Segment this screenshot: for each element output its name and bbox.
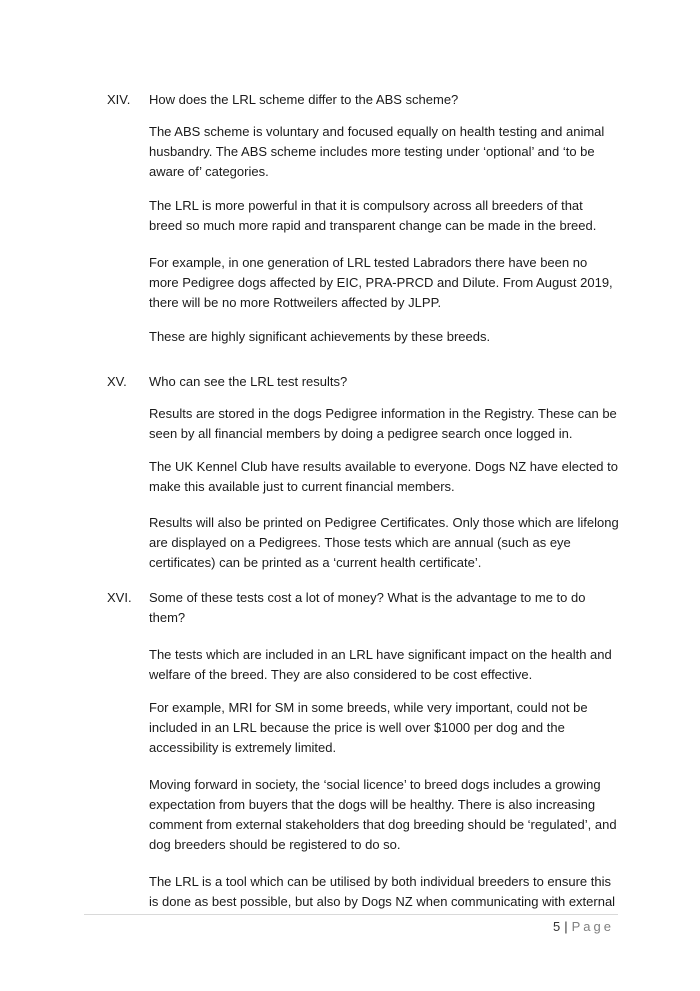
paragraph: These are highly significant achievements by these breeds.	[149, 329, 491, 344]
section-question: Some of these tests cost a lot of money? What is the advantage to me to do them?	[149, 590, 586, 625]
paragraph: The LRL is more powerful in that it is compulsory across all breeders of that breed so much more rapid and transparent change can be made in the breed.	[149, 198, 597, 233]
paragraph: For example, in one generation of LRL tested Labradors there have been no more Pedigree dogs affected by EIC, PRA-PRCD and Dilute. From August 2019, there will be no more Rottweilers affected by JLPP.	[149, 255, 613, 310]
paragraph: The UK Kennel Club have results available to everyone. Dogs NZ have elected to make this available just to current financial members.	[149, 459, 618, 494]
section-number: XIV.	[107, 92, 131, 107]
paragraph: Results will also be printed on Pedigree Certificates. Only those which are lifelong are displayed on a Pedigrees. Those tests which are annual (such as eye certificates) can be printed as a ‘current health certificate’.	[149, 515, 619, 570]
paragraph: The ABS scheme is voluntary and focused equally on health testing and animal husbandry. The ABS scheme includes more testing under ‘optional’ and ‘to be aware of’ categories.	[149, 124, 605, 179]
paragraph: The tests which are included in an LRL have significant impact on the health and welfare of the breed. They are also considered to be cost effective.	[149, 647, 612, 682]
section-question: How does the LRL scheme differ to the ABS scheme?	[149, 92, 459, 107]
page-number: 5	[553, 919, 561, 934]
paragraph: Moving forward in society, the ‘social licence’ to breed dogs includes a growing expectation from buyers that the dogs will be healthy. There is also increasing comment from external stakeholders that dog breeding should be ‘regulated’, and dog breeders should be registered to do so.	[149, 777, 617, 852]
paragraph: The LRL is a tool which can be utilised by both individual breeders to ensure this is done as best possible, but also by Dogs NZ when communicating with external	[149, 874, 616, 909]
paragraph: For example, MRI for SM in some breeds, while very important, could not be included in an LRL because the price is well over $1000 per dog and the accessibility is extremely limited.	[149, 700, 588, 755]
footer-divider	[84, 914, 618, 915]
page-footer	[553, 918, 614, 936]
section-question: Who can see the LRL test results?	[149, 374, 348, 389]
section-number: XV.	[107, 374, 127, 389]
footer-separator: |	[564, 919, 568, 934]
section-number: XVI.	[107, 590, 132, 605]
paragraph: Results are stored in the dogs Pedigree information in the Registry. These can be seen by all financial members by doing a pedigree search once logged in.	[149, 406, 617, 441]
page-label: Page	[571, 919, 614, 934]
